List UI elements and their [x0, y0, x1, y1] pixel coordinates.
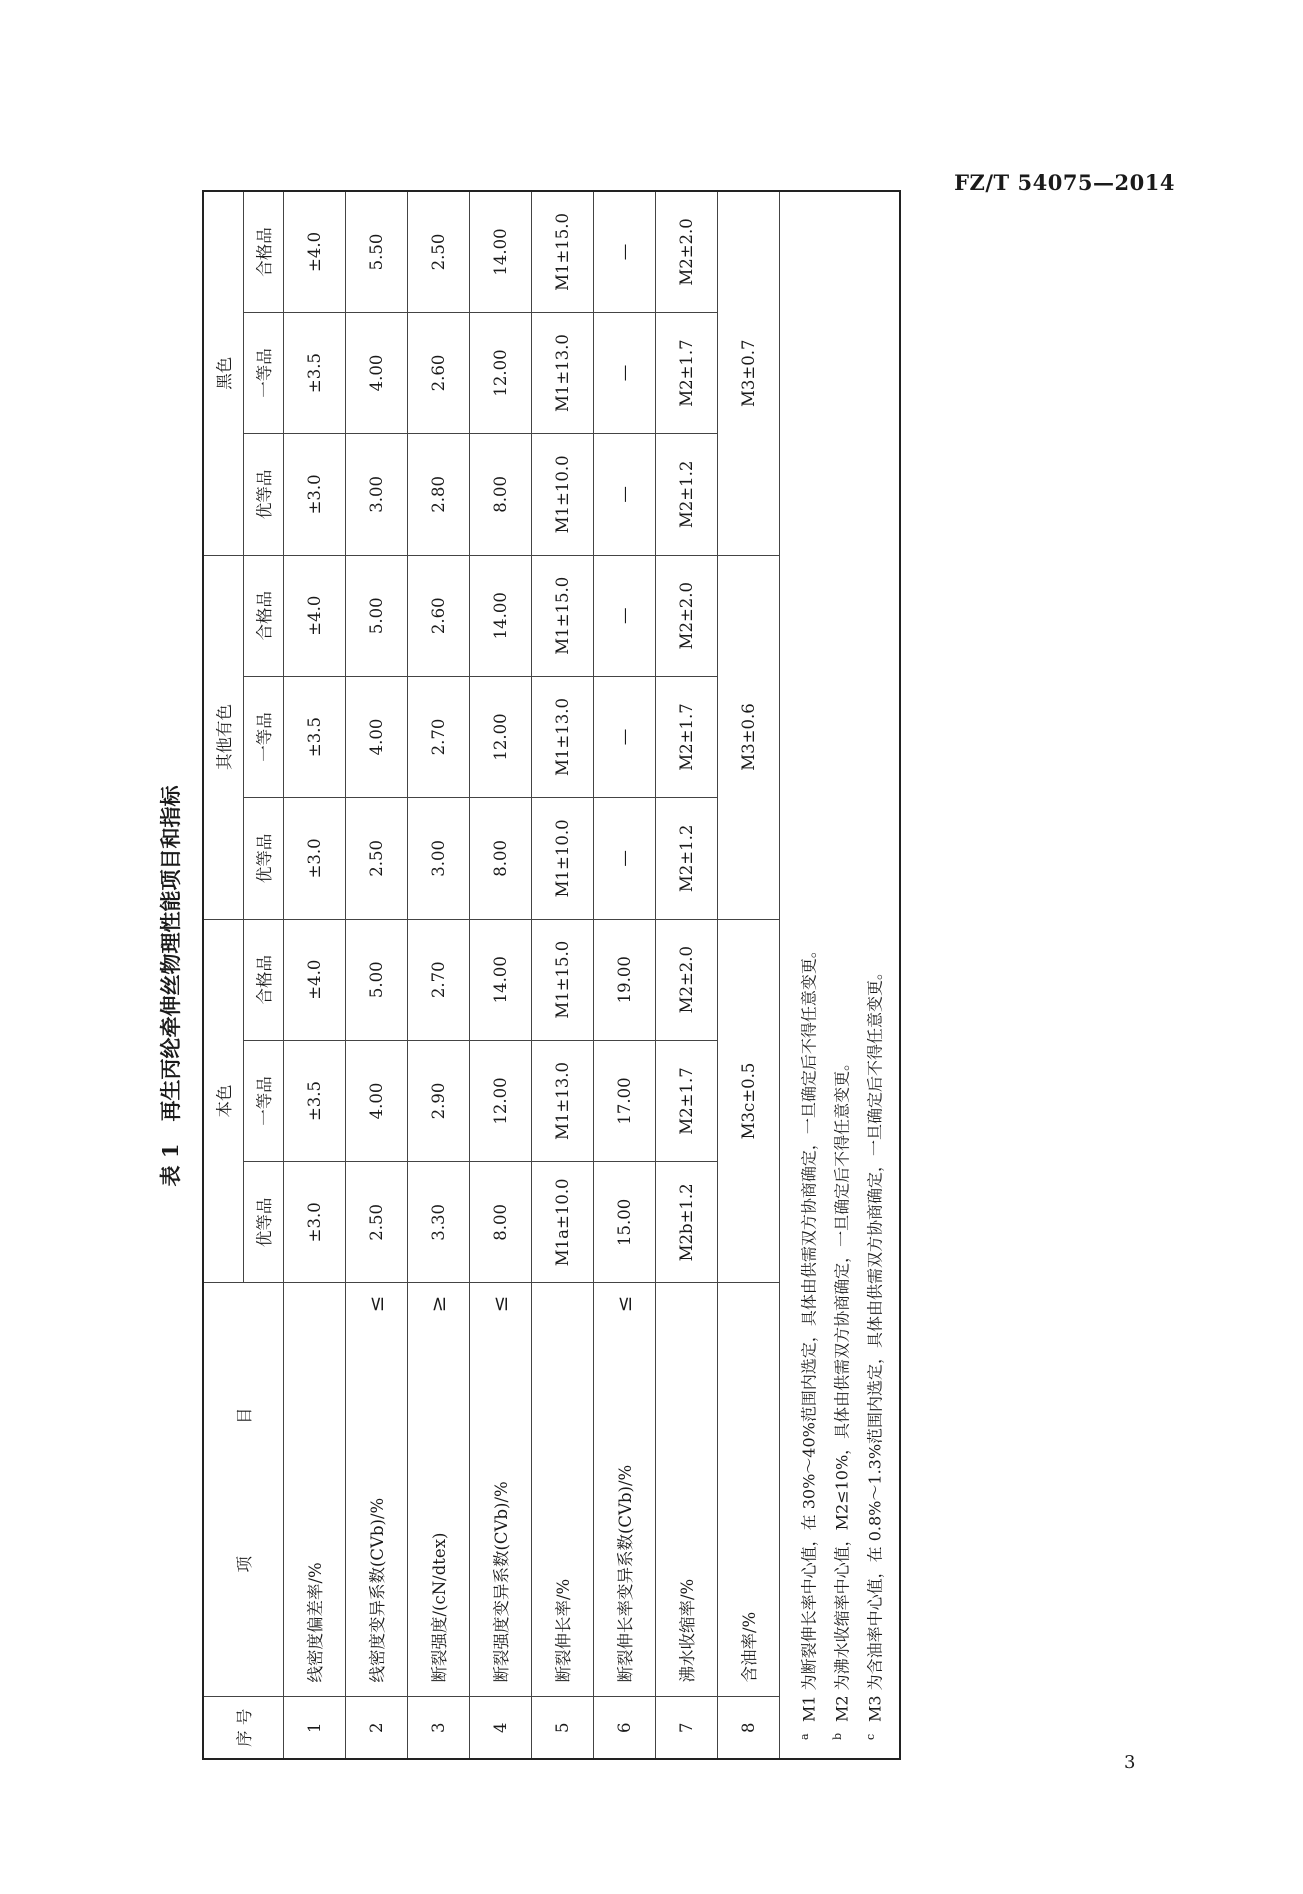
- row-value: —: [593, 312, 655, 433]
- table-row: [531, 191, 593, 1759]
- row-value: M1a±10.0: [531, 1162, 593, 1283]
- note-c: cM3 为含油率中心值，在 0.8%～1.3%范围内选定，具体由供需双方协商确定，一旦确定后不得任意变更。: [864, 963, 885, 1740]
- row-value: —: [593, 434, 655, 555]
- header-grade: 合格品: [243, 919, 283, 1040]
- table-row: [593, 191, 655, 1759]
- row-value: M2±2.0: [655, 191, 717, 312]
- row-value-merged: M3c±0.5: [717, 919, 779, 1283]
- row-value: 2.50: [345, 1162, 407, 1283]
- row-value: 12.00: [469, 676, 531, 797]
- rotated-table-block: [140, 190, 920, 1760]
- row-value: 2.80: [407, 434, 469, 555]
- table-notes: [779, 191, 900, 1759]
- row-item-name: 断裂伸长率变异系数(CVb)/%: [593, 1345, 655, 1697]
- table-caption: [140, 190, 202, 1760]
- row-value: 5.50: [345, 191, 407, 312]
- table-row: [717, 191, 779, 1759]
- row-value: ±3.5: [283, 676, 345, 797]
- row-value: M2±2.0: [655, 919, 717, 1040]
- row-value: M2±2.0: [655, 555, 717, 676]
- row-value: M1±15.0: [531, 555, 593, 676]
- row-value: 2.70: [407, 676, 469, 797]
- row-value: M2±1.2: [655, 798, 717, 919]
- header-item: 项 目: [203, 1283, 283, 1697]
- page-number: 3: [1124, 1752, 1136, 1773]
- row-value: 12.00: [469, 1040, 531, 1161]
- spec-table: [202, 190, 901, 1760]
- row-value: 17.00: [593, 1040, 655, 1161]
- row-item-name: 线密度偏差率/%: [283, 1345, 345, 1697]
- row-value: 14.00: [469, 919, 531, 1040]
- table-row: [283, 191, 345, 1759]
- header-grade: 合格品: [243, 555, 283, 676]
- row-operator: ≤: [593, 1283, 655, 1345]
- row-item-name: 线密度变异系数(CVb)/%: [345, 1345, 407, 1697]
- row-value: —: [593, 676, 655, 797]
- row-value: 3.00: [407, 798, 469, 919]
- table-row: [407, 191, 469, 1759]
- header-grade: 合格品: [243, 191, 283, 312]
- row-value: M2±1.7: [655, 1040, 717, 1161]
- row-value: —: [593, 555, 655, 676]
- row-operator: [717, 1283, 779, 1345]
- row-value: —: [593, 798, 655, 919]
- standard-number: FZ/T 54075—2014: [954, 170, 1175, 195]
- row-value: ±4.0: [283, 191, 345, 312]
- row-operator: [283, 1283, 345, 1345]
- row-value-merged: M3±0.7: [717, 191, 779, 555]
- row-item-name: 断裂强度变异系数(CVb)/%: [469, 1345, 531, 1697]
- header-grade: 优等品: [243, 1162, 283, 1283]
- row-value: 3.30: [407, 1162, 469, 1283]
- row-operator: ≥: [407, 1283, 469, 1345]
- header-grade: 一等品: [243, 312, 283, 433]
- row-value: 12.00: [469, 312, 531, 433]
- row-value: 19.00: [593, 919, 655, 1040]
- row-value: ±3.0: [283, 798, 345, 919]
- row-value: 4.00: [345, 1040, 407, 1161]
- row-value: M1±10.0: [531, 798, 593, 919]
- row-value: 5.00: [345, 919, 407, 1040]
- row-value: M1±13.0: [531, 312, 593, 433]
- header-grade: 优等品: [243, 798, 283, 919]
- row-value: 4.00: [345, 676, 407, 797]
- row-seq: 1: [283, 1697, 345, 1759]
- row-item-name: 沸水收缩率/%: [655, 1345, 717, 1697]
- row-value: ±3.5: [283, 1040, 345, 1161]
- row-item-name: 含油率/%: [717, 1345, 779, 1697]
- row-seq: 8: [717, 1697, 779, 1759]
- table-row: [345, 191, 407, 1759]
- row-seq: 3: [407, 1697, 469, 1759]
- table-row: [655, 191, 717, 1759]
- row-value: ±3.5: [283, 312, 345, 433]
- row-value: 14.00: [469, 191, 531, 312]
- row-value: ±3.0: [283, 1162, 345, 1283]
- row-operator: ≤: [469, 1283, 531, 1345]
- row-seq: 6: [593, 1697, 655, 1759]
- row-value: 3.00: [345, 434, 407, 555]
- row-operator: [655, 1283, 717, 1345]
- row-item-name: 断裂伸长率/%: [531, 1345, 593, 1697]
- note-a: aM1 为断裂伸长率中心值，在 30%～40%范围内选定，具体由供需双方协商确定，一旦确定后不得任意变更。: [797, 942, 818, 1740]
- header-seq: 序 号: [203, 1697, 283, 1759]
- note-b: bM2 为沸水收缩率中心值，M2≤10%，具体由供需双方协商确定，一旦确定后不得任意变更。: [830, 1054, 852, 1740]
- row-operator: ≤: [345, 1283, 407, 1345]
- row-value: 8.00: [469, 1162, 531, 1283]
- row-value: 5.00: [345, 555, 407, 676]
- row-value: 2.50: [345, 798, 407, 919]
- row-value: 2.50: [407, 191, 469, 312]
- table-caption-title: 再生丙纶牵伸丝物理性能项目和指标: [158, 785, 183, 1122]
- header-grade: 一等品: [243, 1040, 283, 1161]
- row-seq: 2: [345, 1697, 407, 1759]
- row-value: M2±1.7: [655, 312, 717, 433]
- row-value: M2b±1.2: [655, 1162, 717, 1283]
- row-value: ±3.0: [283, 434, 345, 555]
- row-value: 15.00: [593, 1162, 655, 1283]
- header-group-other-color: 其他有色: [203, 555, 243, 919]
- header-group-natural: 本色: [203, 919, 243, 1283]
- row-value: 8.00: [469, 434, 531, 555]
- header-grade: 一等品: [243, 676, 283, 797]
- row-value-merged: M3±0.6: [717, 555, 779, 919]
- row-seq: 5: [531, 1697, 593, 1759]
- row-value: 2.60: [407, 312, 469, 433]
- row-value: M1±15.0: [531, 191, 593, 312]
- row-value: M2±1.2: [655, 434, 717, 555]
- row-value: 8.00: [469, 798, 531, 919]
- row-value: M1±10.0: [531, 434, 593, 555]
- row-value: M2±1.7: [655, 676, 717, 797]
- table-caption-label: 表 1: [158, 1143, 183, 1187]
- row-value: ±4.0: [283, 919, 345, 1040]
- header-grade: 优等品: [243, 434, 283, 555]
- row-seq: 7: [655, 1697, 717, 1759]
- row-value: ±4.0: [283, 555, 345, 676]
- row-value: 2.60: [407, 555, 469, 676]
- row-seq: 4: [469, 1697, 531, 1759]
- row-item-name: 断裂强度/(cN/dtex): [407, 1345, 469, 1697]
- row-value: 14.00: [469, 555, 531, 676]
- row-operator: [531, 1283, 593, 1345]
- row-value: 4.00: [345, 312, 407, 433]
- table-row: [469, 191, 531, 1759]
- row-value: —: [593, 191, 655, 312]
- row-value: M1±13.0: [531, 676, 593, 797]
- row-value: 2.70: [407, 919, 469, 1040]
- row-value: M1±15.0: [531, 919, 593, 1040]
- row-value: 2.90: [407, 1040, 469, 1161]
- header-group-black: 黑色: [203, 191, 243, 555]
- row-value: M1±13.0: [531, 1040, 593, 1161]
